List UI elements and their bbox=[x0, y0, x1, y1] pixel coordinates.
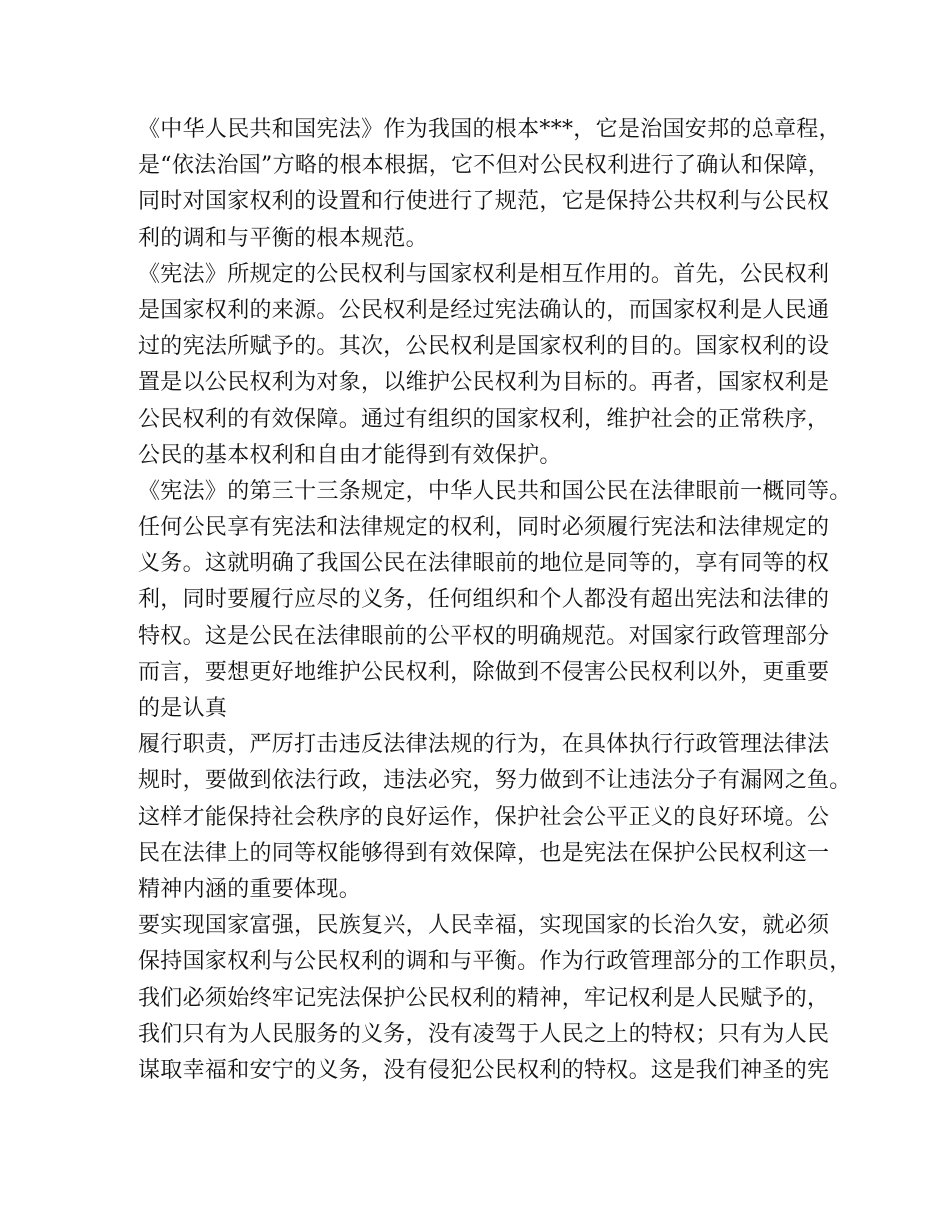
text-line: 置是以公民权利为对象，以维护公民权利为目标的。再者，国家权利是 bbox=[138, 370, 830, 396]
text-line: 过的宪法所赋予的。其次，公民权利是国家权利的目的。国家权利的设 bbox=[138, 334, 830, 360]
text-line: 特权。这是公民在法律眼前的公平权的明确规范。对国家行政管理部分 bbox=[138, 623, 830, 649]
text-line: 是“依法治国”方略的根本根据，它不但对公民权利进行了确认和保障， bbox=[138, 153, 831, 179]
text-line: 精神内涵的重要体现。 bbox=[138, 876, 362, 902]
paragraph-2 bbox=[138, 257, 828, 474]
text-line: 利的调和与平衡的根本规范。 bbox=[138, 225, 428, 251]
text-line: 《中华人民共和国宪法》作为我国的根本***，它是治国安邦的总章程， bbox=[138, 117, 841, 142]
document-body bbox=[138, 112, 852, 1089]
text-line: 而言，要想更好地维护公民权利，除做到不侵害公民权利以外，更重要 bbox=[138, 659, 830, 685]
text-line: 公民权利的有效保障。通过有组织的国家权利，维护社会的正常秩序， bbox=[138, 406, 830, 432]
text-line: 保持国家权利与公民权利的调和与平衡。作为行政管理部分的工作职员， bbox=[138, 949, 852, 975]
text-line: 是国家权利的来源。公民权利是经过宪法确认的，而国家权利是人民通 bbox=[138, 297, 830, 323]
text-line: 履行职责，严厉打击违反法律法规的行为，在具体执行行政管理法律法 bbox=[138, 732, 830, 758]
text-line: 这样才能保持社会秩序的良好运作，保护社会公平正义的良好环境。公 bbox=[138, 804, 830, 830]
text-line: 我们只有为人民服务的义务，没有凌驾于人民之上的特权；只有为人民 bbox=[138, 1021, 830, 1047]
text-line: 民在法律上的同等权能够得到有效保障，也是宪法在保护公民权利这一 bbox=[138, 840, 830, 866]
text-line: 同时对国家权利的设置和行使进行了规范，它是保持公共权利与公民权 bbox=[138, 189, 830, 215]
text-line: 的是认真 bbox=[138, 696, 228, 721]
text-line: 要实现国家富强，民族复兴，人民幸福，实现国家的长治久安，就必须 bbox=[138, 913, 830, 939]
text-line: 任何公民享有宪法和法律规定的权利，同时必须履行宪法和法律规定的 bbox=[138, 515, 830, 541]
paragraph-4 bbox=[138, 727, 852, 908]
text-line: 《宪法》所规定的公民权利与国家权利是相互作用的。首先，公民权利 bbox=[138, 261, 830, 287]
paragraph-5 bbox=[138, 908, 852, 1089]
paragraph-1 bbox=[138, 112, 841, 257]
text-line: 谋取幸福和安宁的义务，没有侵犯公民权利的特权。这是我们神圣的宪 bbox=[138, 1057, 830, 1083]
text-line: 公民的基本权利和自由才能得到有效保护。 bbox=[138, 442, 562, 468]
text-line: 义务。这就明确了我国公民在法律眼前的地位是同等的，享有同等的权 bbox=[138, 551, 830, 577]
paragraph-3 bbox=[138, 474, 852, 727]
text-line: 《宪法》的第三十三条规定，中华人民共和国公民在法律眼前一概同等。 bbox=[138, 478, 852, 504]
text-line: 规时，要做到依法行政，违法必究，努力做到不让违法分子有漏网之鱼。 bbox=[138, 768, 852, 794]
text-line: 利，同时要履行应尽的义务，任何组织和个人都没有超出宪法和法律的 bbox=[138, 587, 830, 613]
text-line: 我们必须始终牢记宪法保护公民权利的精神，牢记权利是人民赋予的， bbox=[138, 985, 830, 1011]
